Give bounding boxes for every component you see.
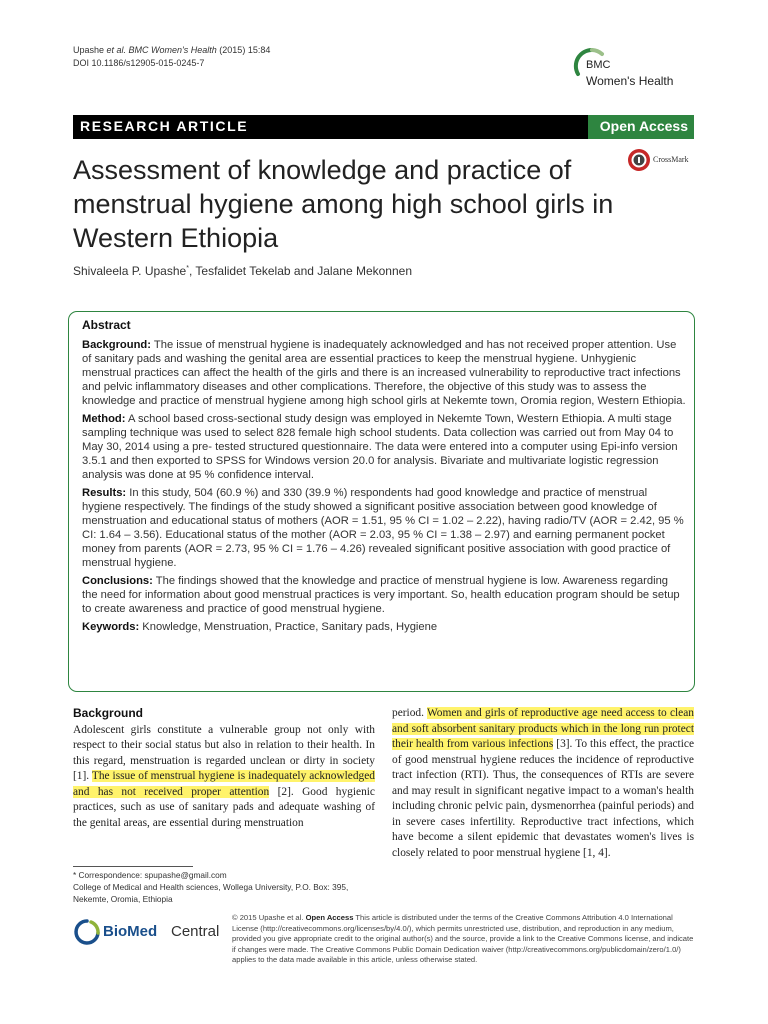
citation-header [73, 44, 270, 70]
right-highlight: Women and girls of reproductive age need access to clean and soft absorbent sanitary products which in the long run protect their health from various infections [392, 707, 694, 750]
journal-logo-name: Women's Health [586, 74, 674, 88]
citation-journal: et al. BMC Women's Health [106, 45, 217, 55]
citation-line [73, 44, 270, 57]
doi[interactable]: DOI 10.1186/s12905-015-0245-7 [73, 58, 205, 68]
crossmark-badge[interactable] [627, 148, 701, 172]
abstract-background [82, 338, 686, 408]
background-paragraph [73, 723, 375, 832]
abstract-method-label: Method: [82, 413, 126, 425]
author-rest: , Tesfalidet Tekelab and Jalane Mekonnen [188, 264, 412, 278]
abstract-conclusions-text: The findings showed that the knowledge and practice of menstrual hygiene is low. Awareness regarding the need for information about good menstrual practices is very important. So, health education program should be setup to create awareness and practice of good menstrual hygiene. [82, 575, 680, 615]
corresponding-marker: * [186, 265, 189, 272]
correspondence: * Correspondence: spupashe@gmail.com [73, 870, 227, 880]
abstract-box [68, 311, 695, 692]
journal-logo [572, 44, 702, 98]
author-list [73, 264, 412, 278]
biomed-central-swirl-icon [73, 918, 101, 948]
crossmark-label: CrossMark [653, 155, 689, 164]
publisher-logo-bold: BioMed [103, 923, 158, 940]
left-text-2: [2]. Good hygienic practices, such as use of sanitary pads and adequate washing of the genital areas, are essential during menstruation [73, 785, 375, 829]
article-title: Assessment of knowledge and practice of menstrual hygiene among high school girls in Western Ethiopia [73, 155, 614, 253]
abstract-results [82, 486, 686, 570]
abstract-results-label: Results: [82, 487, 127, 499]
abstract-keywords-text: Knowledge, Menstruation, Practice, Sanitary pads, Hygiene [139, 621, 438, 633]
background-heading: Background [73, 706, 144, 720]
background-paragraph-continued [392, 706, 694, 861]
article-type: RESEARCH ARTICLE [80, 118, 249, 134]
license-prefix: © 2015 Upashe et al. [232, 913, 306, 922]
affiliation: College of Medical and Health sciences, Wollega University, P.O. Box: 395, Nekemte, Oromia, Ethiopia [73, 882, 349, 904]
left-text-1: Adolescent girls constitute a vulnerable group not only with respect to their social status but also in relation to their health. In this regard, menstruation is regarded unclean or dirty in society [1]. [73, 723, 375, 782]
abstract-background-label: Background: [82, 339, 151, 351]
author-first[interactable]: Shivaleela P. Upashe [73, 264, 187, 278]
citation-authors: Upashe [73, 45, 107, 55]
citation-year-pages: (2015) 15:84 [216, 45, 271, 55]
license-open-access: Open Access [305, 913, 354, 922]
publisher-logo-rest: Central [171, 923, 220, 940]
right-text-2: [3]. To this effect, the practice of good menstrual hygiene reduces the incidence of reproductive tract infection (RTI). Thus, the consequences of RTIs are severe and may result in significant negative impact to a woman's health including chronic pelvic pain, dysmenorrhea (painful periods) and in severe cases infertility. Reproductive tract infections, which have become a silent epidemic that devastates women's lives is closely related to poor menstrual hygiene [1, 4]. [392, 738, 695, 859]
abstract-method [82, 412, 686, 482]
footnote [73, 869, 373, 905]
abstract-results-text: In this study, 504 (60.9 %) and 330 (39.9 %) respondents had good knowledge and practice of menstrual hygiene respectively. The findings of the study showed a significant positive association between good knowledge of menstruation and educational status of mothers (AOR = 1.51, 95 % CI = 1.02 – 2.22), having radio/TV (AOR = 2.42, 95 % CI: 1.64 – 3.56). Educational status of the mother (AOR = 2.03, 95 % CI = 1.38 – 2.97) and earning permanent pocket money from parents (AOR = 2.73, 95 % CI = 1.76 – 4.26) revealed significant positive association with good practice of menstrual hygiene. [82, 487, 684, 569]
right-text-1: period. [392, 707, 427, 719]
journal-logo-bmc: BMC [586, 59, 611, 71]
abstract-keywords [82, 620, 686, 634]
abstract-heading: Abstract [82, 318, 131, 332]
body-right-column [392, 706, 694, 861]
abstract-conclusions [82, 574, 686, 616]
abstract-keywords-label: Keywords: [82, 621, 140, 633]
license-text: This article is distributed under the terms of the Creative Commons Attribution 4.0 International License (http://creativecommons.org/licenses/by/4.0/), which permits unrestricted use, distribution, and reproduction in any medium, provided you give appropriate credit to the original author(s) and the source, provide a link to the Creative Commons license, and indicate if changes were made. The Creative Commons Public Domain Dedication waiver (http://creativecommons.org/publicdomain/zero/1.0/) applies to the data made available in this article, unless otherwise stated. [232, 913, 694, 965]
footnote-divider [73, 866, 193, 867]
abstract-background-text: The issue of menstrual hygiene is inadequately acknowledged and has not received proper attention. Use of sanitary pads and washing the genital area are essential practices to keep the menstrual hygiene. Unhygienic menstrual practices can affect the health of the girls and there is an increased vulnerability to reproductive tract infections and pelvic inflammatory diseases and other complications. Therefore, the objective of this study was to assess the knowledge and practice of menstrual hygiene among high school girls at Nekemte town, Oromia region, Western Ethiopia. [82, 339, 686, 407]
body-left-column [73, 706, 375, 831]
left-highlight: The issue of menstrual hygiene is inadequately acknowledged and has not received proper attention [73, 770, 375, 798]
article-type-banner [73, 115, 694, 139]
abstract-conclusions-label: Conclusions: [82, 575, 153, 587]
license-statement [232, 913, 694, 966]
open-access-badge: Open Access [588, 115, 694, 139]
publisher-logo [73, 918, 223, 950]
abstract-method-text: A school based cross-sectional study design was employed in Nekemte Town, Western Ethiopia. A multi stage sampling technique was used to select 828 female high school students. Data collection was carried out from May 04 to May 30, 2014 using a pre- tested structured questionnaire. The data were entered into a computer using Epi-info version 3.5.1 and then exported to SPSS for Windows version 20.0 for analysis. Bivariate and multivariate logistic regression analysis was done at 95 % confidence interval. [82, 413, 678, 481]
